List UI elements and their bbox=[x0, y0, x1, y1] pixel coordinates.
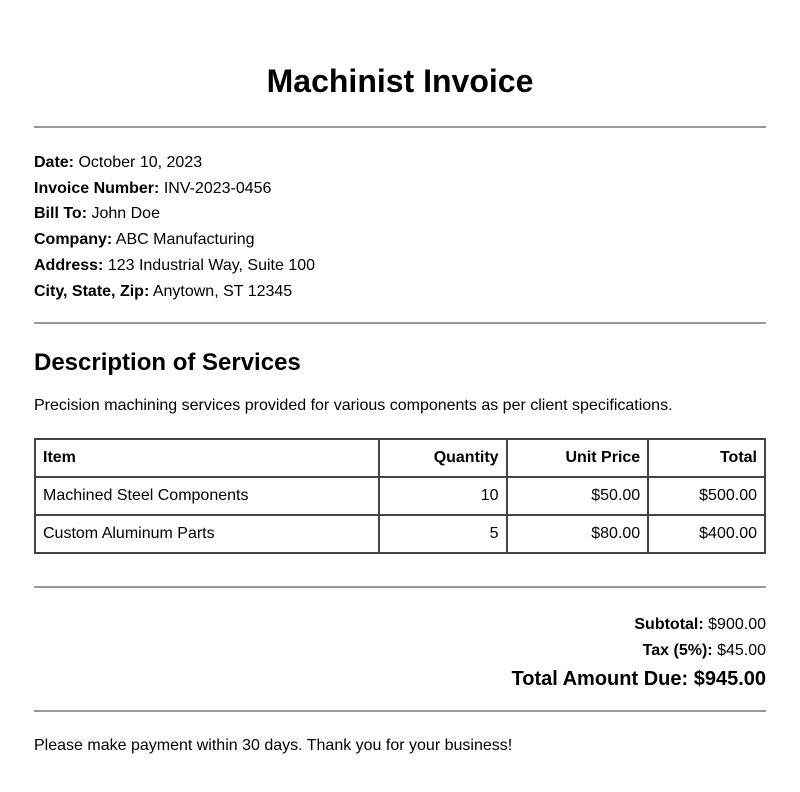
table-row bbox=[35, 477, 765, 515]
services-heading: Description of Services bbox=[34, 349, 301, 376]
city-line bbox=[34, 279, 315, 305]
divider bbox=[34, 586, 766, 588]
table-row bbox=[35, 515, 765, 553]
services-description: Precision machining services provided for various components as per client specifications. bbox=[34, 397, 673, 414]
bill-to-value: John Doe bbox=[91, 205, 160, 223]
column-header-quantity: Quantity bbox=[379, 439, 507, 477]
invoice-info bbox=[34, 150, 315, 304]
tax-value: $45.00 bbox=[717, 642, 766, 659]
total-cell: $500.00 bbox=[648, 477, 765, 515]
totals-block bbox=[512, 612, 767, 694]
date-line bbox=[34, 150, 315, 176]
date-label: Date: bbox=[34, 154, 75, 171]
quantity-cell: 10 bbox=[379, 477, 507, 515]
item-cell: Custom Aluminum Parts bbox=[35, 515, 379, 553]
invoice-number-line bbox=[34, 176, 315, 202]
company-line bbox=[34, 227, 315, 253]
quantity-cell: 5 bbox=[379, 515, 507, 553]
company-label: Company: bbox=[34, 231, 113, 249]
table-header-row bbox=[35, 439, 765, 477]
invoice-number-label: Invoice Number: bbox=[34, 179, 160, 197]
divider bbox=[34, 322, 766, 324]
company-value: ABC Manufacturing bbox=[115, 231, 255, 249]
invoice-number-value: INV-2023-0456 bbox=[163, 179, 272, 197]
column-header-total: Total bbox=[648, 439, 765, 477]
bill-to-line bbox=[34, 201, 315, 227]
unit-price-cell: $80.00 bbox=[507, 515, 649, 553]
address-line bbox=[34, 253, 315, 279]
unit-price-cell: $50.00 bbox=[507, 477, 649, 515]
city-value: Anytown, ST 12345 bbox=[152, 282, 293, 300]
divider bbox=[34, 126, 766, 128]
divider bbox=[34, 710, 766, 712]
subtotal-value: $900.00 bbox=[708, 616, 766, 633]
city-label: City, State, Zip: bbox=[34, 282, 150, 300]
date-value: October 10, 2023 bbox=[78, 154, 203, 171]
address-label: Address: bbox=[34, 256, 104, 274]
total-due-label: Total Amount Due: bbox=[511, 668, 689, 690]
tax-label: Tax (5%): bbox=[642, 642, 713, 659]
total-due-value: $945.00 bbox=[693, 668, 766, 690]
column-header-unit-price: Unit Price bbox=[507, 439, 649, 477]
payment-note: Please make payment within 30 days. Thank you for your business! bbox=[34, 737, 513, 754]
items-table bbox=[34, 438, 766, 554]
bill-to-label: Bill To: bbox=[34, 205, 88, 223]
tax-line bbox=[512, 638, 767, 664]
address-value: 123 Industrial Way, Suite 100 bbox=[107, 256, 316, 274]
item-cell: Machined Steel Components bbox=[35, 477, 379, 515]
invoice-title: Machinist Invoice bbox=[266, 63, 534, 99]
subtotal-line bbox=[512, 612, 767, 638]
total-due-line bbox=[512, 664, 767, 694]
column-header-item: Item bbox=[35, 439, 379, 477]
total-cell: $400.00 bbox=[648, 515, 765, 553]
subtotal-label: Subtotal: bbox=[634, 616, 704, 633]
